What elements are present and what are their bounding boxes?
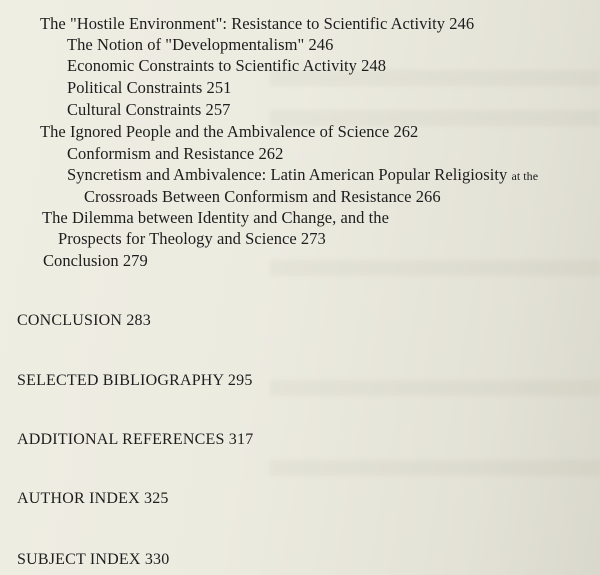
toc-entry: The Dilemma between Identity and Change, and the — [42, 208, 389, 227]
toc-section-additional-references: ADDITIONAL REFERENCES 317 — [17, 431, 254, 448]
toc-subentry — [67, 165, 538, 186]
toc-subentry: The Notion of "Developmentalism" 246 — [67, 35, 334, 54]
toc-subentry: Conformism and Resistance 262 — [67, 144, 284, 163]
toc-entry: Conclusion 279 — [43, 251, 148, 270]
bleed-through — [270, 260, 600, 276]
toc-subentry-continuation: Crossroads Between Conformism and Resistance 266 — [84, 187, 441, 206]
toc-subentry: Political Constraints 251 — [67, 78, 232, 97]
bleed-through — [270, 460, 600, 476]
toc-subentry: Cultural Constraints 257 — [67, 100, 231, 119]
toc-section-conclusion: CONCLUSION 283 — [17, 312, 151, 329]
toc-subentry-tail: at the — [511, 169, 539, 183]
toc-section-subject-index: SUBJECT INDEX 330 — [17, 551, 170, 568]
toc-entry: The Ignored People and the Ambivalence of Science 262 — [40, 122, 419, 141]
bleed-through — [270, 380, 600, 396]
toc-section-author-index: AUTHOR INDEX 325 — [17, 490, 169, 507]
toc-subentry: Economic Constraints to Scientific Activity 248 — [67, 56, 387, 75]
toc-entry-continuation: Prospects for Theology and Science 273 — [58, 229, 326, 248]
toc-entry: The "Hostile Environment": Resistance to Scientific Activity 246 — [40, 14, 475, 33]
toc-subentry-text: Syncretism and Ambivalence: Latin American Popular Religiosity — [67, 165, 508, 184]
toc-section-bibliography: SELECTED BIBLIOGRAPHY 295 — [17, 372, 253, 389]
